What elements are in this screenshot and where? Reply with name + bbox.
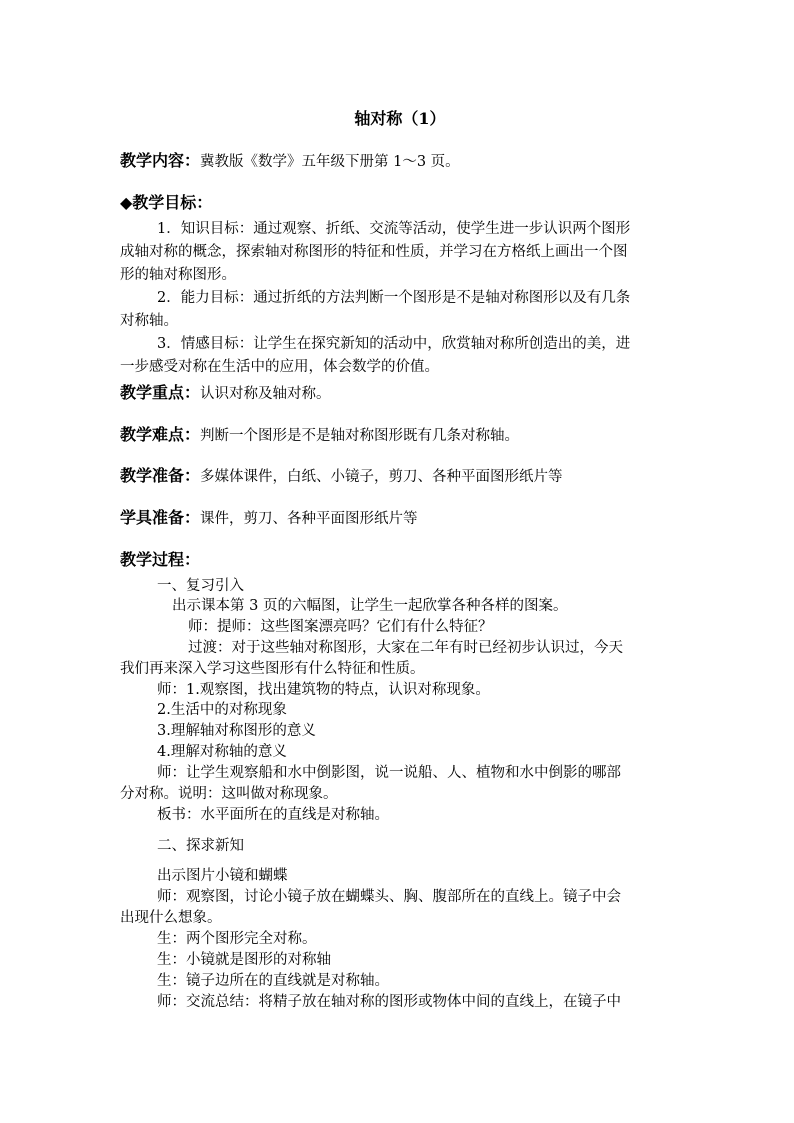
- process-line: 生：镜子边所在的直线就是对称轴。: [157, 973, 389, 989]
- prep-label: 教学准备：: [120, 466, 201, 485]
- process-line: 师：1.观察图，找出建筑物的特点，认识对称现象。: [157, 682, 490, 698]
- process-heading: 教学过程：: [120, 550, 201, 569]
- content-label: 教学内容：: [120, 151, 201, 170]
- process-line: 4.理解对称轴的意义: [157, 744, 287, 760]
- content-text: 冀教版《数学》五年级下册第 1～3 页。: [200, 154, 460, 170]
- process-line: 3.理解轴对称图形的意义: [157, 723, 316, 739]
- page-title: 轴对称（1）: [354, 109, 446, 128]
- goals-heading: ◆教学目标：: [120, 193, 213, 212]
- goals-line: 对称轴。: [120, 313, 178, 329]
- key-point-row: [120, 380, 331, 403]
- difficulty-row: [120, 422, 519, 445]
- goals-line: 1．知识目标：通过观察、折纸、交流等活动，使学生进一步认识两个图形: [157, 221, 631, 237]
- content-row: [120, 148, 460, 171]
- process-line: 师：让学生观察船和水中倒影图，说一说船、人、植物和水中倒影的哪部: [157, 765, 621, 781]
- process-line: 板书：水平面所在的直线是对称轴。: [157, 807, 389, 823]
- process-line: 2.生活中的对称现象: [157, 702, 287, 718]
- process-line: 出示课本第 3 页的六幅图，让学生一起欣掌各种各样的图案。: [172, 598, 568, 614]
- process-line: 出现什么想象。: [120, 910, 222, 926]
- process-line: 师：观察图，讨论小镜子放在蝴蝶头、胸、腹部所在的直线上。镜子中会: [157, 889, 621, 905]
- process-line: 生：小镜就是图形的对称轴: [157, 952, 331, 968]
- goals-line: 成轴对称的概念，探索轴对称图形的特征和性质，并学习在方格纸上画出一个图: [120, 244, 628, 260]
- difficulty-label: 教学难点：: [120, 425, 201, 444]
- tools-label: 学具准备：: [120, 508, 201, 527]
- tools-text: 课件，剪刀、各种平面图形纸片等: [200, 511, 418, 527]
- key-point-label: 教学重点：: [120, 383, 201, 402]
- goals-line: 一步感受对称在生活中的应用，体会数学的价值。: [120, 359, 439, 375]
- process-line: 师：提师：这些图案漂亮吗？它们有什么特征？: [188, 619, 493, 635]
- difficulty-text: 判断一个图形是不是轴对称图形既有几条对称轴。: [200, 428, 520, 444]
- goals-line: 3．情感目标：让学生在探究新知的活动中，欣赏轴对称所创造出的美，进: [157, 336, 631, 352]
- prep-row: [120, 463, 563, 486]
- process-line: 二、探求新知: [157, 838, 244, 854]
- goals-line: 2．能力目标：通过折纸的方法判断一个图形是不是轴对称图形以及有几条: [157, 290, 631, 306]
- goals-line: 形的轴对称图形。: [120, 267, 236, 283]
- process-line: 我们再来深入学习这些图形有什么特征和性质。: [120, 661, 425, 677]
- key-point-text: 认识对称及轴对称。: [200, 386, 331, 402]
- process-line: 分对称。说明：这叫做对称现象。: [120, 786, 338, 802]
- process-line: 师：交流总结：将精子放在轴对称的图形或物体中间的直线上，在镜子中: [157, 994, 621, 1010]
- process-line: 一、复习引入: [157, 578, 244, 594]
- process-line: 生：两个图形完全对称。: [157, 931, 317, 947]
- process-line: 出示图片小镜和蝴蝶: [157, 868, 288, 884]
- tools-row: [120, 505, 418, 528]
- process-line: 过渡：对于这些轴对称图形，大家在二年有时已经初步认识过，今天: [188, 640, 623, 656]
- prep-text: 多媒体课件，白纸、小镜子，剪刀、各种平面图形纸片等: [200, 469, 563, 485]
